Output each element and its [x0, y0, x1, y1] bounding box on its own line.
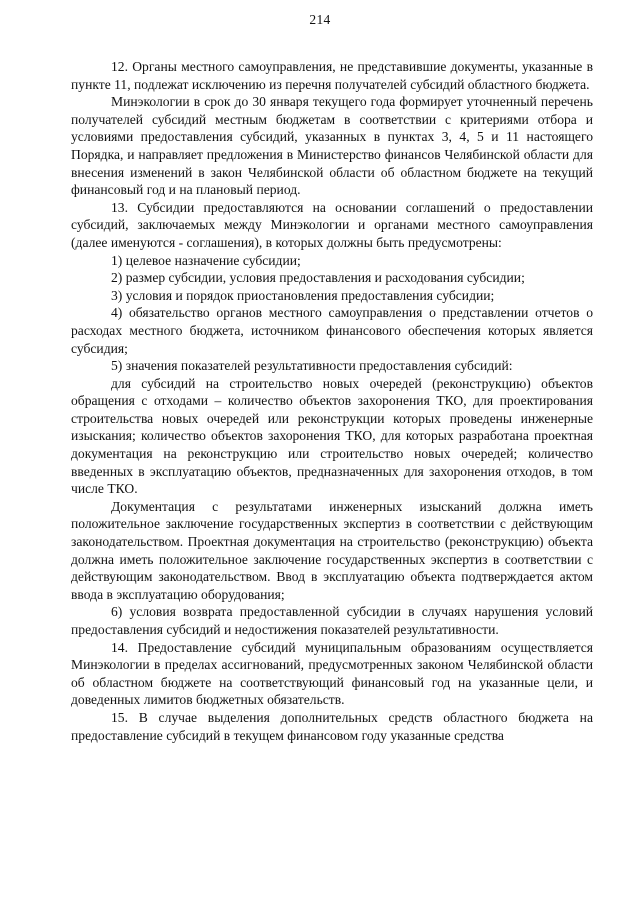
- paragraph: Минэкологии в срок до 30 января текущего года формирует уточненный перечень получателей субсидий местным бюджетам в соответствии с критериями отбора и условиями предоставления субсидий, указанных в пунктах 3, 4, 5 и 11 настоящего Порядка, и направляет предложения в Министерство финансов Челябинской области для внесения изменений в закон Челябинской области об областном бюджете на текущий финансовый год и на плановый период.: [71, 94, 593, 198]
- page-number: 214: [309, 12, 331, 27]
- paragraph: для субсидий на строительство новых очередей (реконструкцию) объектов обращения с отходами – количество объектов захоронения ТКО, для проектирования строительства новых очередей или реконструкции которых проведены инженерные изыскания; количество объектов захоронения ТКО, для которых разработана проектная документация на реконструкцию или строительство новых очередей; количество введенных в эксплуатацию объектов, предназначенных для захоронения отходов, в том числе ТКО.: [71, 375, 593, 497]
- list-item: 3) условия и порядок приостановления предоставления субсидии;: [111, 287, 495, 303]
- document-body: [71, 58, 593, 744]
- list-item: 4) обязательство органов местного самоуправления о представлении отчетов о расходах местного бюджета, источником финансового обеспечения которых является субсидия;: [71, 305, 593, 356]
- list-item: 6) условия возврата предоставленной субсидии в случаях нарушения условий предоставления субсидий и недостижения показателей результативности.: [71, 604, 593, 637]
- list-item: 2) размер субсидии, условия предоставления и расходования субсидии;: [111, 270, 525, 286]
- list-item: 5) значения показателей результативности предоставления субсидий:: [111, 358, 513, 374]
- paragraph: 15. В случае выделения дополнительных средств областного бюджета на предоставление субсидий в текущем финансовом году указанные средства: [71, 709, 593, 743]
- paragraph: 13. Субсидии предоставляются на основании соглашений о предоставлении субсидий, заключаемых между Минэкологии и органами местного самоуправления (далее именуются - соглашения), в которых должны быть предусмотрены:: [71, 199, 593, 250]
- paragraph: Документация с результатами инженерных изысканий должна иметь положительное заключение государственных экспертиз в соответствии с действующим законодательством. Проектная документация на строительство (реконструкцию) объекта должна иметь положительное заключение государственных экспертиз в соответствии с действующим законодательством. Ввод в эксплуатацию объекта подтверждается актом ввода в эксплуатацию оборудования;: [71, 498, 593, 602]
- paragraph: 14. Предоставление субсидий муниципальным образованиям осуществляется Минэкологии в пределах ассигнований, предусмотренных законом Челябинской области об областном бюджете на соответствующий финансовый год на указанные цели, и доведенных лимитов бюджетных обязательств.: [71, 639, 593, 708]
- paragraph: 12. Органы местного самоуправления, не представившие документы, указанные в пункте 11, подлежат исключению из перечня получателей субсидий областного бюджета.: [71, 59, 593, 92]
- list-item: 1) целевое назначение субсидии;: [111, 252, 301, 268]
